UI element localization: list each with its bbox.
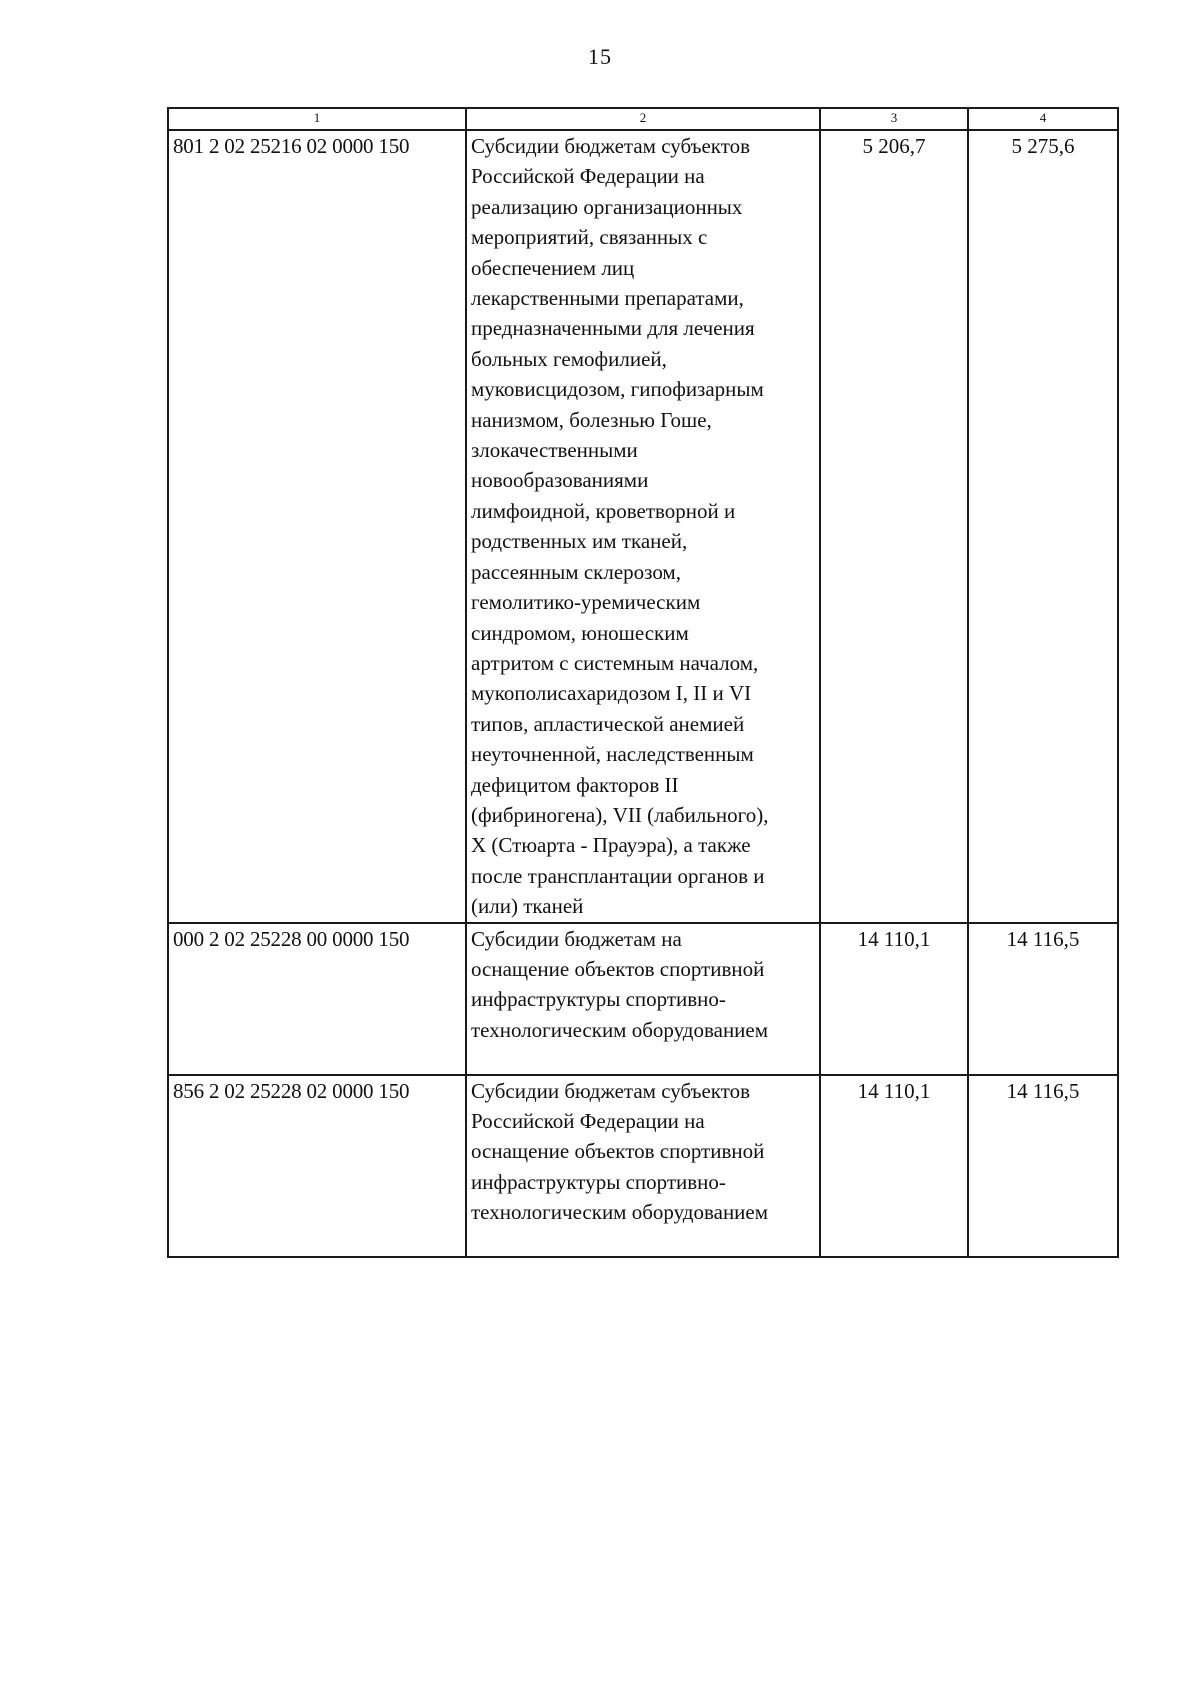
description-line: Субсидии бюджетам на — [471, 926, 682, 951]
description-line: Российской Федерации на — [471, 1108, 705, 1133]
description-line: больных гемофилией, — [471, 346, 667, 371]
description-line: лекарственными препаратами, — [471, 286, 744, 311]
description-line: дефицитом факторов II — [471, 772, 679, 797]
description-line: артритом с системным началом, — [471, 650, 759, 675]
value-column-4-cell: 5 275,6 — [968, 130, 1118, 923]
description-line: предназначенными для лечения — [471, 316, 755, 341]
table-row — [168, 1075, 1118, 1257]
description-line: типов, апластической анемией — [471, 711, 745, 736]
description-line: (или) тканей — [471, 894, 584, 919]
description-line: реализацию организационных — [471, 194, 743, 219]
value-column-4-cell: 14 116,5 — [968, 923, 1118, 1075]
budget-code-cell: 000 2 02 25228 00 0000 150 — [168, 923, 466, 1075]
budget-table — [167, 107, 1119, 1258]
description-line: после трансплантации органов и — [471, 863, 765, 888]
description-cell — [466, 1075, 820, 1257]
description-cell — [466, 923, 820, 1075]
description-line: оснащение объектов спортивной — [471, 1139, 765, 1164]
description-line: новообразованиями — [471, 468, 649, 493]
budget-table-container — [167, 107, 1117, 1258]
description-line: лимфоидной, кроветворной и — [471, 498, 736, 523]
description-line: нанизмом, болезнью Гоше, — [471, 407, 712, 432]
description-line: Субсидии бюджетам субъектов — [471, 1078, 751, 1103]
description-line: муковисцидозом, гипофизарным — [471, 377, 764, 402]
description-line: технологическим оборудованием — [471, 1017, 769, 1042]
budget-code-cell: 801 2 02 25216 02 0000 150 — [168, 130, 466, 923]
column-header: 1 — [168, 108, 466, 130]
table-row — [168, 923, 1118, 1075]
description-line: обеспечением лиц — [471, 255, 635, 280]
value-column-3-cell: 14 110,1 — [820, 923, 968, 1075]
description-line: злокачественными — [471, 438, 638, 463]
page-number: 15 — [588, 44, 612, 69]
description-line: (фибриногена), VII (лабильного), — [471, 802, 769, 827]
description-cell — [466, 130, 820, 923]
column-header: 4 — [968, 108, 1118, 130]
description-line: инфраструктуры спортивно- — [471, 987, 726, 1012]
description-line: Субсидии бюджетам субъектов — [471, 134, 751, 158]
description-line: родственных им тканей, — [471, 529, 688, 554]
description-line: синдромом, юношеским — [471, 620, 689, 645]
description-line: оснащение объектов спортивной — [471, 956, 765, 981]
description-line: мукополисахаридозом I, II и VI — [471, 681, 752, 706]
table-row — [168, 130, 1118, 923]
value-column-3-cell: 5 206,7 — [820, 130, 968, 923]
description-line: гемолитико-уремическим — [471, 590, 701, 615]
description-line: рассеянным склерозом, — [471, 559, 681, 584]
value-column-3-cell: 14 110,1 — [820, 1075, 968, 1257]
description-line: X (Стюарта - Прауэра), а также — [471, 833, 751, 858]
description-line: мероприятий, связанных с — [471, 225, 708, 250]
budget-code-cell: 856 2 02 25228 02 0000 150 — [168, 1075, 466, 1257]
description-line: неуточненной, наследственным — [471, 742, 754, 767]
column-header: 2 — [466, 108, 820, 130]
table-header-row — [168, 108, 1118, 130]
description-line: Российской Федерации на — [471, 164, 705, 189]
value-column-4-cell: 14 116,5 — [968, 1075, 1118, 1257]
description-line: технологическим оборудованием — [471, 1200, 769, 1225]
column-header: 3 — [820, 108, 968, 130]
description-line: инфраструктуры спортивно- — [471, 1169, 726, 1194]
